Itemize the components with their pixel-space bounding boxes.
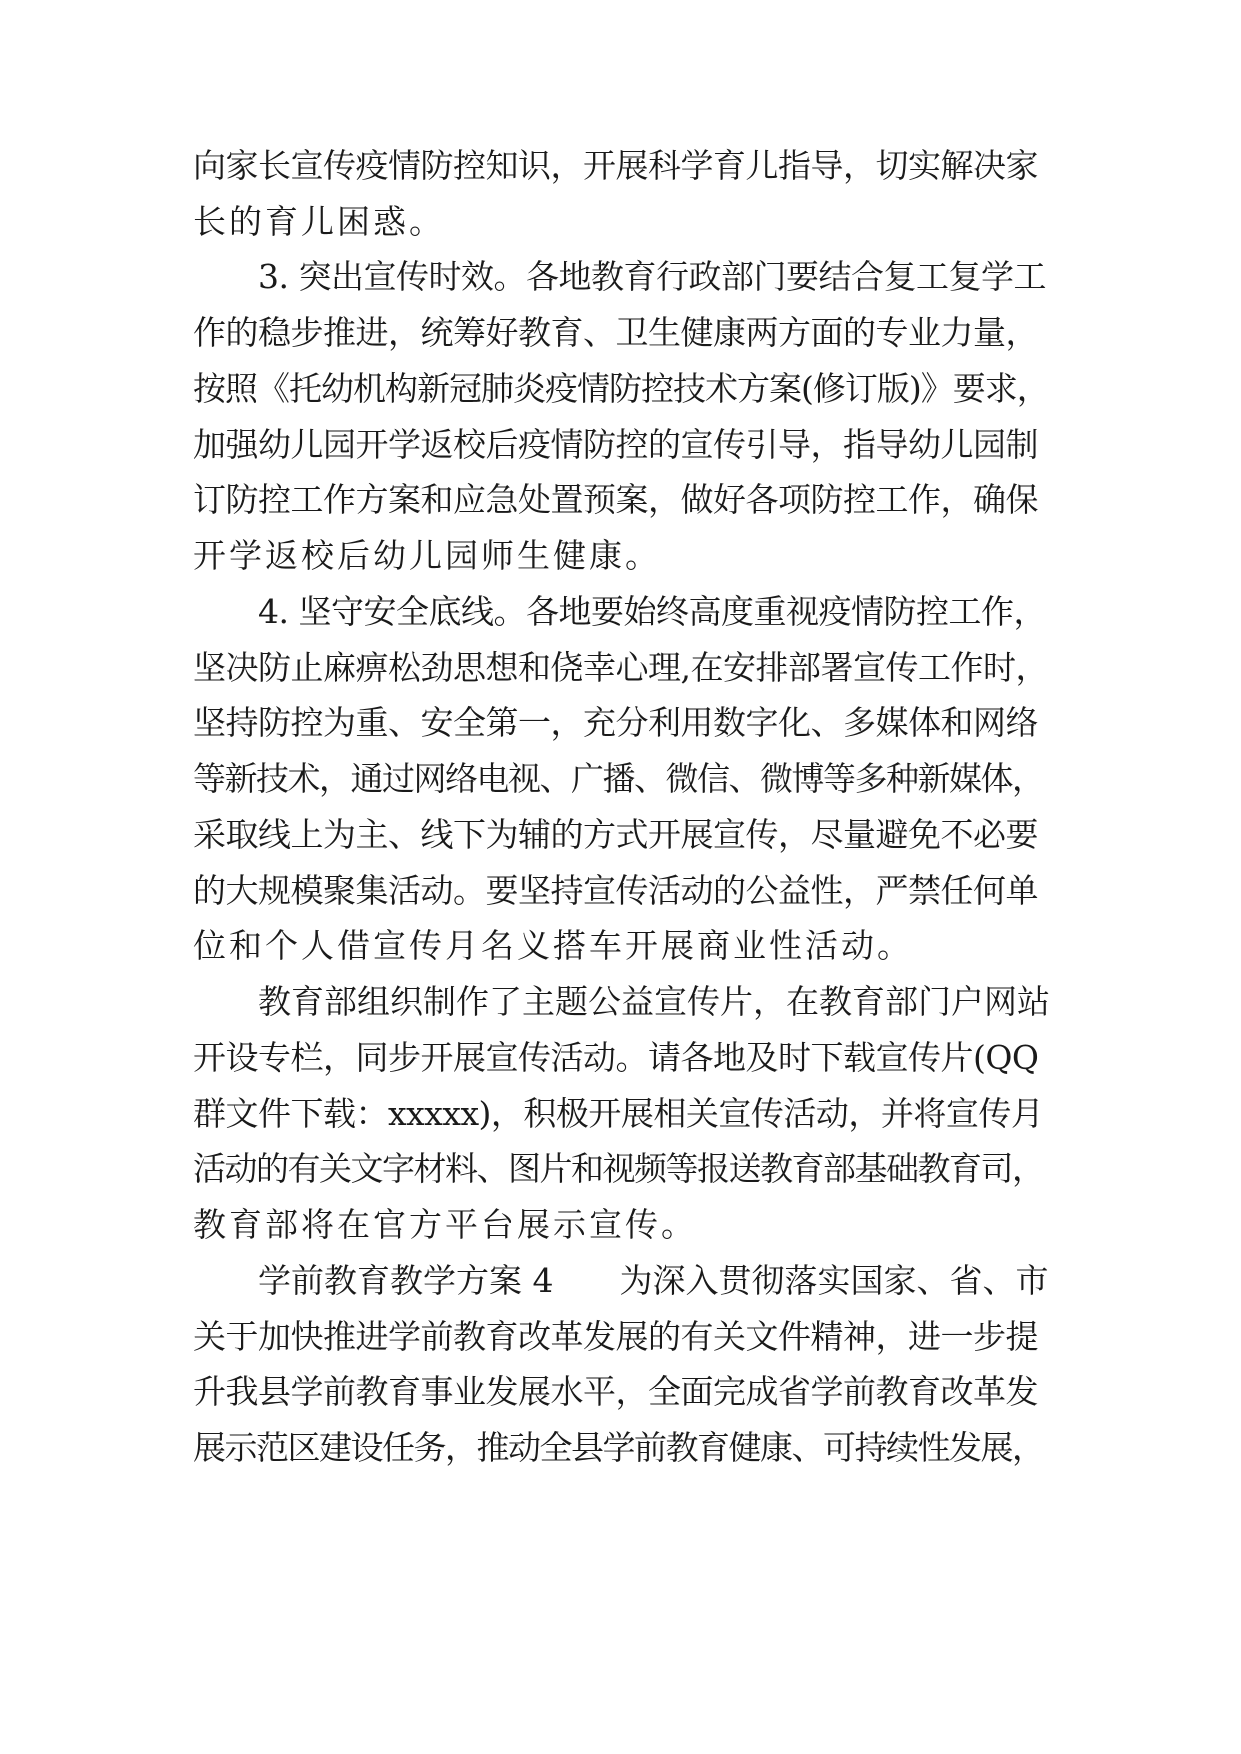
text-line: 群文件下载：xxxxx)，积极开展相关宣传活动，并将宣传月	[193, 1094, 1044, 1133]
text-line: 位和个人借宣传月名义搭车开展商业性活动。	[193, 926, 913, 965]
section-heading: 学前教育教学方案 4	[258, 1261, 554, 1300]
text-line: 采取线上为主、线下为辅的方式开展宣传，尽量避免不必要	[193, 815, 1038, 854]
text-line: 升我县学前教育事业发展水平，全面完成省学前教育改革发	[193, 1372, 1038, 1411]
text-line: 活动的有关文字材料、图片和视频等报送教育部基础教育司，	[193, 1149, 1044, 1188]
text-line: 教育部将在官方平台展示宣传。	[193, 1205, 697, 1244]
text-line: 订防控工作方案和应急处置预案，做好各项防控工作，确保	[193, 480, 1038, 519]
text-line: 展示范区建设任务，推动全县学前教育健康、可持续性发展，	[193, 1428, 1044, 1467]
text-line: 向家长宣传疫情防控知识，开展科学育儿指导，切实解决家	[193, 146, 1038, 185]
text-line: 按照《托幼机构新冠肺炎疫情防控技术方案(修订版)》要求，	[193, 369, 1049, 408]
text-line: 关于加快推进学前教育改革发展的有关文件精神，进一步提	[193, 1317, 1038, 1356]
text-line: 开学返校后幼儿园师生健康。	[193, 536, 661, 575]
text-line: 4. 坚守安全底线。各地要始终高度重视疫情防控工作，	[258, 592, 1046, 631]
text-line: 坚决防止麻痹松劲思想和侥幸心理,在安排部署宣传工作时，	[193, 648, 1048, 687]
text-line: 3. 突出宣传时效。各地教育行政部门要结合复工复学工	[258, 257, 1046, 296]
text-line: 坚持防控为重、安全第一，充分利用数字化、多媒体和网络	[193, 703, 1038, 742]
text-line: 等新技术，通过网络电视、广播、微信、微博等多种新媒体，	[193, 759, 1044, 798]
text-line	[258, 1256, 1049, 1306]
text-line: 长的育儿困惑。	[193, 202, 445, 241]
section-intro: 为深入贯彻落实国家、省、市	[619, 1261, 1049, 1300]
text-line: 教育部组织制作了主题公益宣传片，在教育部门户网站	[258, 982, 1050, 1021]
text-line: 作的稳步推进，统筹好教育、卫生健康两方面的专业力量，	[193, 313, 1038, 352]
text-line: 的大规模聚集活动。要坚持宣传活动的公益性，严禁任何单	[193, 871, 1038, 910]
text-line: 加强幼儿园开学返校后疫情防控的宣传引导，指导幼儿园制	[193, 425, 1038, 464]
text-line: 开设专栏，同步开展宣传活动。请各地及时下载宣传片(QQ	[193, 1038, 1039, 1077]
